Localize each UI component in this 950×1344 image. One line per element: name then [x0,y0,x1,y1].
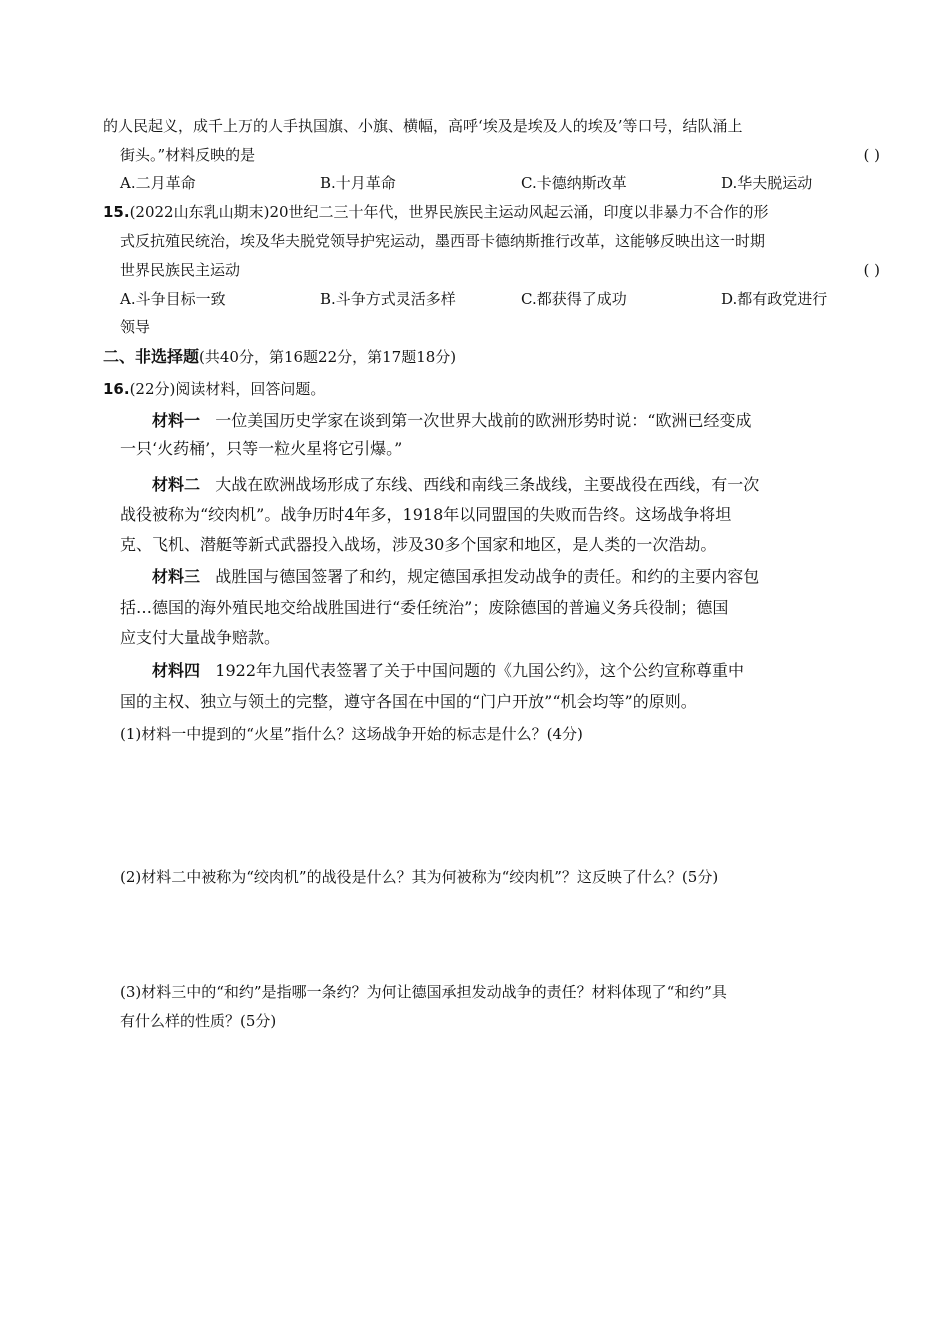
q16-number: 16. [103,380,130,398]
q15-option-c[interactable]: C.都获得了成功 [521,290,627,308]
q16-subquestion-1: (1)材料一中提到的“火星”指什么？这场战争开始的标志是什么？(4分) [120,725,583,743]
material-4-line1 [152,659,744,683]
q16-intro: (22分)阅读材料，回答问题。 [129,380,326,398]
q15-stem-line3: 世界民族民主运动 [120,261,241,279]
q15-answer-bracket[interactable]: ( ) [863,261,880,279]
q14-answer-bracket[interactable]: ( ) [863,146,880,164]
material-3-text1: 战胜国与德国签署了和约，规定德国承担发动战争的责任。和约的主要内容包 [215,567,760,586]
q15-option-d-continued: 领导 [120,318,151,336]
material-1-text1: 一位美国历史学家在谈到第一次世界大战前的欧洲形势时说：“欧洲已经变成 [215,411,752,430]
q14-option-b[interactable]: B.十月革命 [320,174,396,192]
material-2-line2: 战役被称为“绞肉机”。战争历时4年多，1918年以同盟国的失败而告终。这场战争将坦 [120,505,732,524]
section-note: (共40分，第16题22分，第17题18分) [199,348,457,366]
material-1-line2: 一只‘火药桶’，只等一粒火星将它引爆。” [120,439,403,458]
material-1-label: 材料一 [152,411,201,430]
q15-number: 15. [103,203,130,221]
q14-option-c[interactable]: C.卡德纳斯改革 [521,174,627,192]
section-heading [103,346,456,368]
q14-option-d[interactable]: D.华夫脱运动 [721,174,813,192]
material-4-label: 材料四 [152,661,201,680]
material-2-line3: 克、飞机、潜艇等新式武器投入战场，涉及30多个国家和地区，是人类的一次浩劫。 [120,535,717,554]
material-2-line1 [152,473,759,497]
material-4-text1: 1922年九国代表签署了关于中国问题的《九国公约》，这个公约宣称尊重中 [215,661,745,680]
material-4-line2: 国的主权、独立与领土的完整，遵守各国在中国的“门户开放”“机会均等”的原则。 [120,692,697,711]
material-3-label: 材料三 [152,567,201,586]
material-2-text1: 大战在欧洲战场形成了东线、西线和南线三条战线，主要战役在西线，有一次 [215,475,760,494]
q15-option-b[interactable]: B.斗争方式灵活多样 [320,290,456,308]
section-title: 二、非选择题 [103,347,200,366]
q15-stem-text1: (2022山东乳山期末)20世纪二三十年代，世界民族民主运动风起云涌，印度以非暴力不合作的形 [129,203,769,221]
material-3-line3: 应支付大量战争赔款。 [120,628,281,647]
q15-option-a[interactable]: A.斗争目标一致 [120,290,226,308]
material-3-line2: 括…德国的海外殖民地交给战胜国进行“委任统治”；废除德国的普遍义务兵役制；德国 [120,598,729,617]
q16-subquestion-3-line1: (3)材料三中的“和约”是指哪一条约？为何让德国承担发动战争的责任？材料体现了“和约”具 [120,983,727,1001]
material-3-line1 [152,565,759,589]
material-2-label: 材料二 [152,475,201,494]
material-1-line1 [152,409,751,433]
q14-stem-line2: 街头。”材料反映的是 [120,146,256,164]
q16-subquestion-3-line2: 有什么样的性质？(5分) [120,1012,277,1030]
q16-intro-line [103,378,325,400]
q16-subquestion-2: (2)材料二中被称为“绞肉机”的战役是什么？其为何被称为“绞肉机”？这反映了什么？(5分) [120,868,719,886]
q14-stem-line1: 的人民起义，成千上万的人手执国旗、小旗、横幅，高呼‘埃及是埃及人的埃及’等口号，结队涌上 [103,117,743,135]
q15-option-d[interactable]: D.都有政党进行 [721,290,828,308]
q14-option-a[interactable]: A.二月革命 [120,174,196,192]
q15-stem-line2: 式反抗殖民统治，埃及华夫脱党领导护宪运动，墨西哥卡德纳斯推行改革，这能够反映出这一时期 [120,232,766,250]
q15-stem-line1 [103,201,769,223]
